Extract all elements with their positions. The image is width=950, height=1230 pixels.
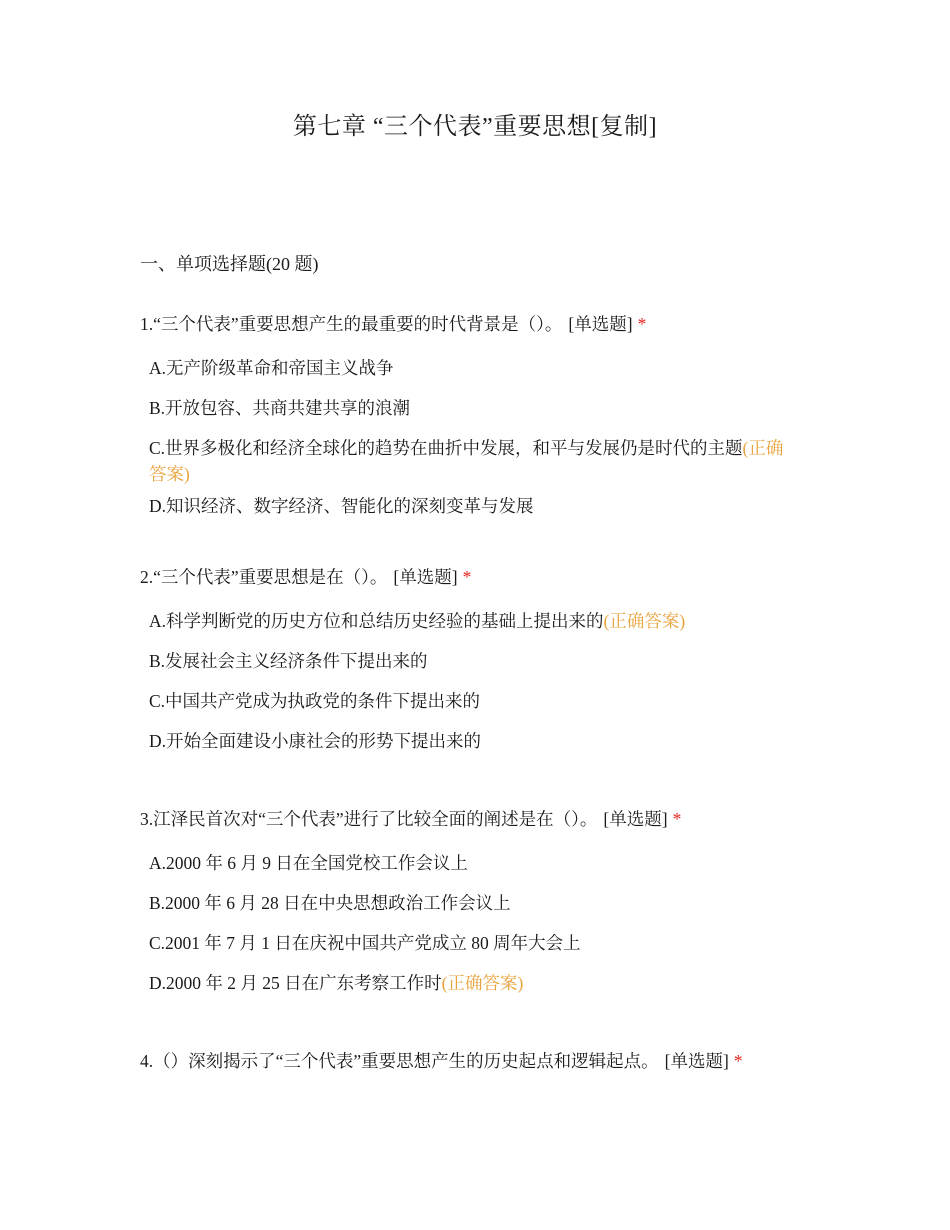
option-c[interactable] [149,435,799,487]
question-2 [140,565,820,768]
option-text: A.科学判断党的历史方位和总结历史经验的基础上提出来的 [149,611,604,631]
section-title: 一、单项选择题(20 题) [140,254,319,274]
option-b[interactable] [149,890,799,916]
option-d[interactable] [149,970,799,996]
required-asterisk: * [733,1051,743,1071]
option-text: C.中国共产党成为执政党的条件下提出来的 [149,691,481,711]
question-text: 1.“三个代表”重要思想产生的最重要的时代背景是（）。 [140,314,563,334]
option-d[interactable] [149,493,799,519]
question-stem [140,565,820,589]
question-stem [140,1049,820,1073]
option-a[interactable] [149,850,799,876]
required-asterisk: * [462,567,472,587]
question-4 [140,1049,820,1073]
page-title: 第七章 “三个代表”重要思想[复制] [292,114,658,140]
question-stem [140,312,820,336]
question-type-label: [单选题] [664,1051,729,1071]
correct-answer-tag: (正确答案) [441,973,524,993]
option-text: C.2001 年 7 月 1 日在庆祝中国共产党成立 80 周年大会上 [149,933,581,953]
option-text: A.2000 年 6 月 9 日在全国党校工作会议上 [149,853,468,873]
option-b[interactable] [149,395,799,421]
question-type-label: [单选题] [393,567,458,587]
option-text: B.开放包容、共商共建共享的浪潮 [149,398,411,418]
correct-answer-tag: (正确答案) [603,611,686,631]
question-stem [140,807,820,831]
option-text: A.无产阶级革命和帝国主义战争 [149,358,394,378]
option-list [140,355,820,519]
question-3 [140,807,820,1010]
option-text: B.发展社会主义经济条件下提出来的 [149,651,428,671]
option-list [140,608,820,754]
required-asterisk: * [637,314,647,334]
question-text: 4.（）深刻揭示了“三个代表”重要思想产生的历史起点和逻辑起点。 [140,1051,659,1071]
option-text: C.世界多极化和经济全球化的趋势在曲折中发展，和平与发展仍是时代的主题 [149,438,743,458]
option-list [140,850,820,996]
correct-answer-tag: (正确答案) [149,438,784,484]
option-d[interactable] [149,728,799,754]
question-1 [140,312,820,533]
question-type-label: [单选题] [568,314,633,334]
option-b[interactable] [149,648,799,674]
required-asterisk: * [672,809,682,829]
option-c[interactable] [149,930,799,956]
option-text: D.开始全面建设小康社会的形势下提出来的 [149,731,482,751]
question-text: 2.“三个代表”重要思想是在（）。 [140,567,388,587]
option-text: D.2000 年 2 月 25 日在广东考察工作时 [149,973,442,993]
option-text: D.知识经济、数字经济、智能化的深刻变革与发展 [149,496,534,516]
option-text: B.2000 年 6 月 28 日在中央思想政治工作会议上 [149,893,511,913]
question-text: 3.江泽民首次对“三个代表”进行了比较全面的阐述是在（）。 [140,809,598,829]
option-c[interactable] [149,688,799,714]
option-a[interactable] [149,355,799,381]
option-a[interactable] [149,608,799,634]
question-type-label: [单选题] [603,809,668,829]
